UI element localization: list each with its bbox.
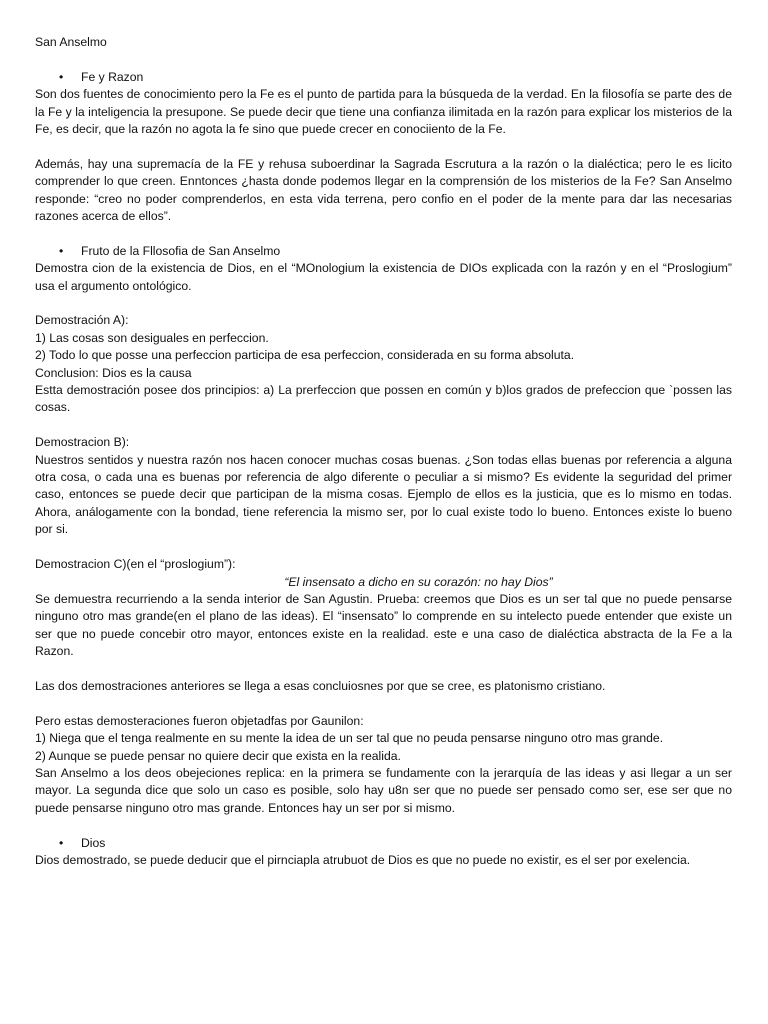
objections-heading: Pero estas demosteraciones fueron objetadfas por Gaunilon: <box>35 713 364 728</box>
demo-c-heading: Demostracion C)(en el “proslogium”): <box>35 557 236 572</box>
list-item: 1) Las cosas son desiguales en perfeccion. <box>35 330 269 345</box>
heading-text: Fe y Razon <box>81 69 144 84</box>
document-title: San Anselmo <box>35 35 107 49</box>
bullet-icon: • <box>59 835 64 850</box>
section-heading-fe-y-razon <box>35 69 732 86</box>
demo-b-heading: Demostracion B): <box>35 435 130 450</box>
document-page <box>35 34 732 869</box>
conclusion-line: Conclusion: Dios es la causa <box>35 365 192 380</box>
paragraph: Nuestros sentidos y nuestra razón nos hacen conocer muchas cosas buenas. ¿Son todas ellas buenas por referencia a alguna otra cosa, o cada una es buenas por referencia de algo diferente o peculiar a si mismo? Es evidente la seguridad del primer caso, entonces se puede decir que participan de la misma cosas. Ejemplo de ellos es la justicia, que es lo mismo en todas. Ahora, análogamente con la bondad, tiene referencia la mismo ser, por lo cual existe todo lo bueno. Entonces existe lo bueno por si. <box>35 452 732 537</box>
paragraph: Se demuestra recurriendo a la senda interior de San Agustin. Prueba: creemos que Dios es un ser tal que no puede pensarse ninguno otro mas grande(en el plano de las ideas). El “insensato” lo comprende en su intelecto puede entender que existe un ser que no puede concebir otro mayor, entonces existe en la realidad. este e una caso de dialéctica abstracta de la Fe a la Razon. <box>35 591 732 659</box>
list-item: 2) Todo lo que posse una perfeccion participa de esa perfeccion, considerada en su forma absoluta. <box>35 348 575 363</box>
heading-text: Fruto de la Fllosofia de San Anselmo <box>81 243 281 258</box>
spacer <box>35 295 732 312</box>
demo-a-heading: Demostración A): <box>35 313 129 328</box>
paragraph: San Anselmo a los deos obejeciones replica: en la primera se fundamente con la jerarquía de las ideas y asi llegar a un ser mayor. La segunda dice que solo un caso es posible, solo hay u8n ser que no puede ser pensado como ser, ese ser que no puede pensarse ninguno otro mas grande. Entonces hay un ser por si mismo. <box>35 765 732 815</box>
heading-text: Dios <box>81 835 106 850</box>
paragraph: Demostra cion de la existencia de Dios, en el “MOnologium la existencia de DIOs explicada con la razón y en el “Proslogium” usa el argumento ontológico. <box>35 261 732 293</box>
spacer <box>35 225 732 242</box>
section-heading-dios <box>35 835 732 852</box>
spacer <box>35 138 732 155</box>
bullet-icon: • <box>59 69 64 84</box>
quote: “El insensato a dicho en su corazón: no hay Dios” <box>284 574 553 589</box>
spacer <box>35 817 732 834</box>
spacer <box>35 417 732 434</box>
section-heading-fruto <box>35 243 732 260</box>
bullet-icon: • <box>59 243 64 258</box>
list-item: 1) Niega que el tenga realmente en su mente la idea de un ser tal que no peuda pensarse ninguno otro mas grande. <box>35 731 664 746</box>
spacer <box>35 695 732 712</box>
spacer <box>35 661 732 678</box>
spacer <box>35 539 732 556</box>
paragraph: Estta demostración posee dos principios: a) La prerfeccion que possen en común y b)los grados de prefeccion que `possen las cosas. <box>35 383 732 415</box>
paragraph: Además, hay una supremacía de la FE y rehusa suboerdinar la Sagrada Escrutura a la razón o la dialéctica; pero le es licito comprender lo que creen. Enntonces ¿hasta donde podemos llegar en la comprensión de los misterios de la Fe? San Anselmo responde: “creo no poder comprenderlos, en esta vida terrena, pero confio en el poder de la mente para dar las necesarias razones acerca de ellos”. <box>35 156 732 224</box>
paragraph: Dios demostrado, se puede deducir que el pirnciapla atrubuot de Dios es que no puede no existir, es el ser por exelencia. <box>35 852 691 867</box>
paragraph: Las dos demostraciones anteriores se llega a esas concluiosnes por que se cree, es platonismo cristiano. <box>35 678 606 693</box>
list-item: 2) Aunque se puede pensar no quiere decir que exista en la realida. <box>35 748 401 763</box>
paragraph: Son dos fuentes de conocimiento pero la Fe es el punto de partida para la búsqueda de la verdad. En la filosofía se parte des de la Fe y la inteligencia la presupone. Se puede decir que tiene una confianza ilimitada en la razón para explicar los misterios de la Fe, es decir, que la razón no agota la fe sino que puede crecer en conociiento de la Fe. <box>35 87 732 137</box>
